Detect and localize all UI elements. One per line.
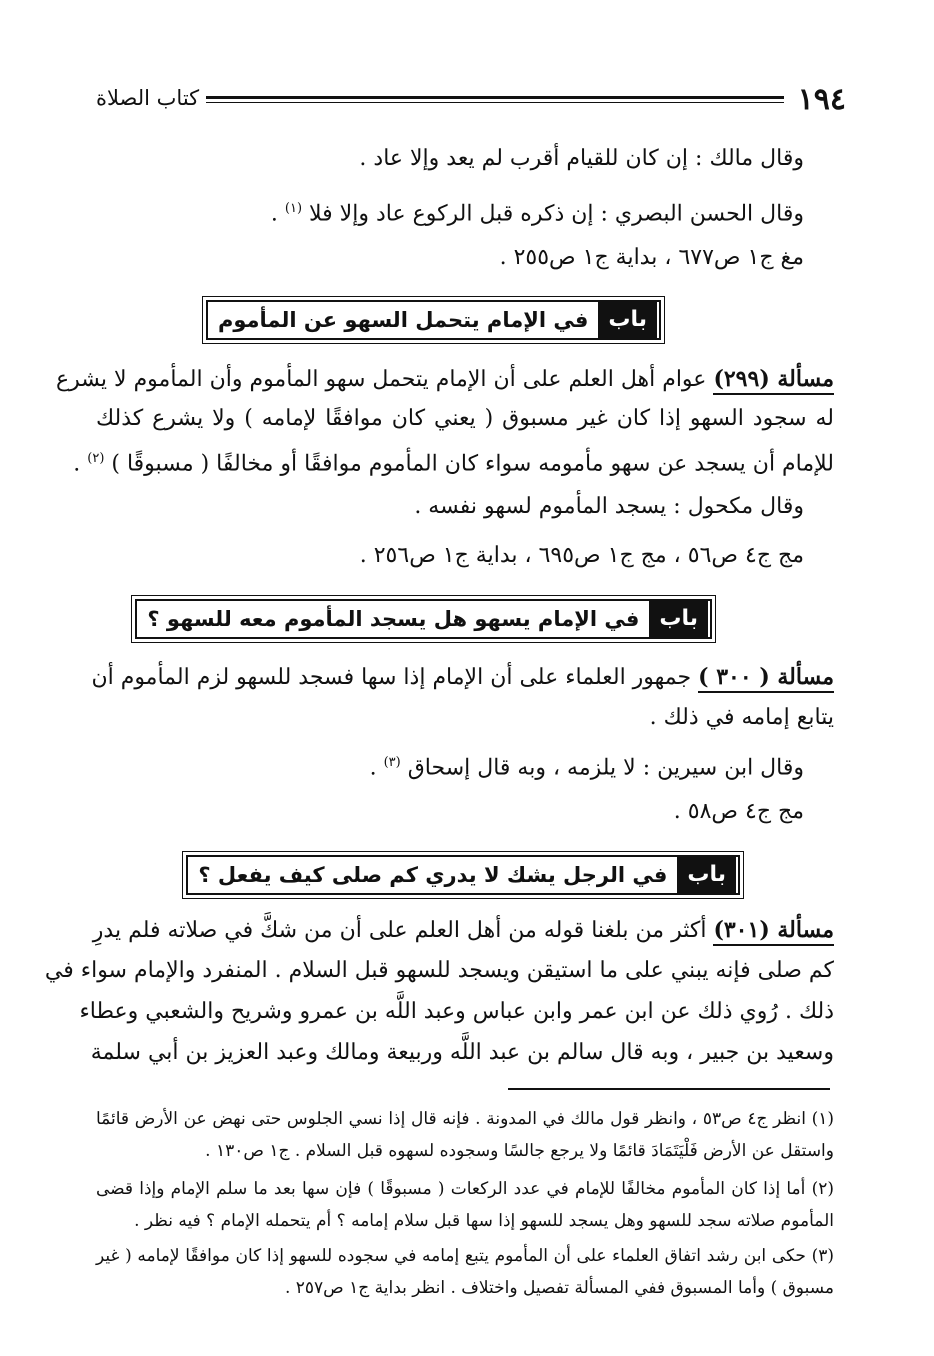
body-line-text: وقال ابن سيرين : لا يلزمه ، وبه قال إسحاق: [407, 755, 804, 781]
masala-line: [56, 364, 834, 395]
footnote-marker: (٢): [87, 451, 105, 466]
intro-line-with-footnote: [271, 194, 804, 229]
masala-text: عوام أهل العلم على أن الإمام يتحمل سهو المأموم وأن المأموم لا يشرع: [56, 367, 707, 392]
chapter-heading-box: [186, 855, 740, 895]
footnote-marker: (١): [284, 201, 303, 216]
chapter-label: باب: [598, 302, 657, 338]
period: .: [369, 755, 377, 781]
footnote-rule: [508, 1088, 830, 1090]
chapter-heading-box: [206, 300, 661, 340]
body-line: وسعيد بن جبير ، وبه قال سالم بن عبد اللَّه وربيعة ومالك وعبد العزيز بن أبي سلمة: [90, 1040, 834, 1065]
page-number: ١٩٤: [797, 82, 846, 117]
intro-reference: مغ ج١ ص٦٧٧ ، بداية ج١ ص٢٥٥ .: [499, 245, 804, 270]
chapter-title: في الإمام يسهو هل يسجد المأموم معه للسهو ؟: [147, 607, 640, 631]
footnote-line: (٢) أما إذا كان المأموم مخالفًا للإمام في عدد الركعات ( مسبوقًا ) فإن سها بعد ما سلم الإمام وإذا قضى: [96, 1179, 834, 1199]
footnote-line: المأموم صلاته سجد للسهو وهل يسجد للسهو إذا سها قبل سلام إمامه ؟ أم يتحمله الإمام ؟ فيه نظر .: [134, 1211, 834, 1231]
book-title: كتاب الصلاة: [96, 86, 200, 110]
chapter-title: في الرجل يشك لا يدري كم صلى كيف يفعل ؟: [198, 863, 668, 887]
body-line: وقال مكحول : يسجد المأموم لسهو نفسه .: [414, 494, 804, 519]
footnote-line: (١) انظر ج٤ ص٥٣ ، وانظر قول مالك في المدونة . فإنه قال إذا نسي الجلوس حتى نهض عن الأرض قائمًا: [96, 1109, 834, 1129]
footnote-line: مسبوق ) وأما المسبوق ففي المسألة تفصيل واختلاف . انظر بداية ج١ ص٢٥٧ .: [284, 1278, 834, 1298]
header-rule: [206, 96, 784, 103]
body-line-text: للإمام أن يسجد عن سهو مأمومه سواء كان المأموم موافقًا أو مخالفًا ( مسبوقًا ): [111, 451, 834, 477]
body-line: له سجود السهو إذا كان غير مسبوق ( يعني كان موافقًا لإمامه ) ولا يشرع كذلك: [96, 406, 834, 431]
chapter-title: في الإمام يتحمل السهو عن المأموم: [217, 308, 589, 332]
masala-label: مسألة (٣٠١): [713, 917, 834, 946]
intro-line: وقال مالك : إن كان للقيام أقرب لم يعد وإلا عاد .: [359, 146, 804, 171]
chapter-heading-box: [135, 599, 712, 639]
body-line-with-footnote: [73, 444, 834, 479]
period: .: [73, 451, 81, 477]
period: .: [270, 201, 278, 227]
body-line: ذلك . رُوي ذلك عن ابن عمر وابن عباس وعبد اللَّه بن عمرو وشريح والشعبي وعطاء: [79, 999, 834, 1024]
masala-label: مسألة (٢٩٩): [713, 366, 834, 395]
body-line: يتابع إمامه في ذلك .: [649, 705, 834, 730]
masala-line: [92, 915, 834, 946]
intro-line-text: وقال الحسن البصري : إن ذكره قبل الركوع عاد وإلا فلا: [309, 201, 804, 227]
chapter-label: باب: [649, 601, 708, 637]
reference-line: مج ج٤ ص٥٦ ، مج ج١ ص٦٩٥ ، بداية ج١ ص٢٥٦ .: [359, 543, 804, 568]
chapter-label: باب: [677, 857, 736, 893]
masala-text: أكثر من بلغنا قوله من أهل العلم على أن من شكَّ في صلاته فلم يدرِ: [92, 918, 707, 943]
footnote-line: (٣) حكى ابن رشد اتفاق العلماء على أن المأموم يتبع إمامه في سجوده للسهو إذا كان موافقًا لإمامه ( غير: [96, 1246, 834, 1266]
masala-line: [91, 662, 834, 693]
body-line: كم صلى فإنه يبني على ما استيقن ويسجد للسهو قبل السلام . المنفرد والإمام سواء في: [44, 958, 834, 983]
footnote-line: واستقل عن الأرض فَلْيَتَمَادَ قائمًا ولا يرجع جالسًا وسجوده لسهوه قبل السلام . ج١ ص١٣٠ .: [205, 1141, 834, 1161]
footnote-marker: (٣): [383, 755, 401, 770]
reference-line: مج ج٤ ص٥٨ .: [673, 799, 804, 824]
masala-label: مسألة ( ٣٠٠ ): [698, 664, 834, 693]
body-line-with-footnote: [370, 748, 804, 783]
masala-text: جمهور العلماء على أن الإمام إذا سها فسجد للسهو لزم المأموم أن: [91, 665, 692, 690]
